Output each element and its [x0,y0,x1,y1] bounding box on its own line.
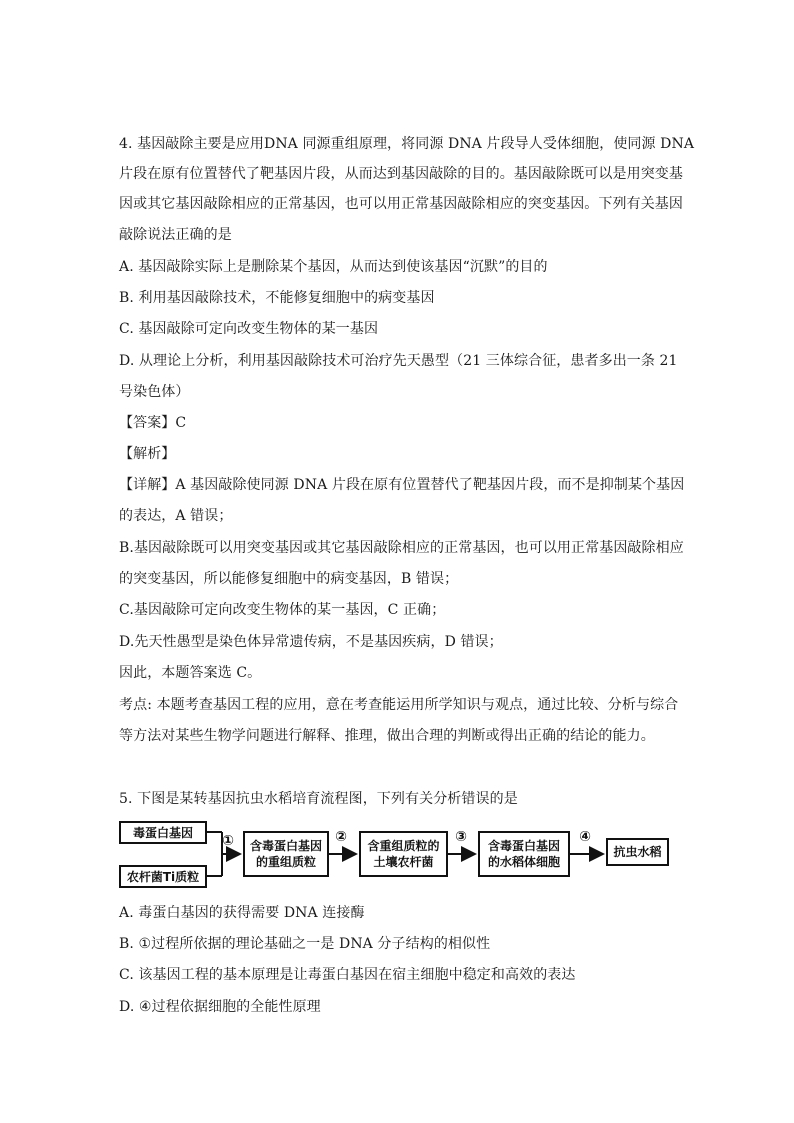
gene-input-label: 毒蛋白基因 [132,825,193,840]
recombinant-plasmid-box [243,831,329,877]
q4-detail-line-8: 考点: 本题考查基因工程的应用，意在考查能运用所学知识与观点，通过比较、分析与综合 [119,697,679,713]
q5-option-c: C. 该基因工程的基本原理是让毒蛋白基因在宿主细胞中稳定和高效的表达 [119,967,576,983]
q4-stem-line-3: 因或其它基因敲除相应的正常基因，也可以用正常基因敲除相应的突变基因。下列有关基因 [119,196,683,212]
q4-detail-line-9: 等方法对某些生物学问题进行解释、推理，做出合理的判断或得出正确的结论的能力。 [119,728,655,744]
step4-label: ④ [579,829,591,845]
step2-label: ② [335,829,347,845]
q5-option-d: D. ④过程依据细胞的全能性原理 [119,999,321,1015]
q4-stem-line-1: 4. 基因敲除主要是应用DNA 同源重组原理，将同源 DNA 片段导人受体细胞，使同源 DNA [119,136,695,152]
box3-line-1: 含毒蛋白基因 [487,839,560,853]
q4-option-d-cont: 号染色体） [119,384,190,400]
q4-detail-line-6: D.先天性愚型是染色体异常遗传病，不是基因疾病，D 错误； [119,634,503,650]
box1-line-2: 的重组质粒 [255,855,316,869]
q4-detail-line-2: 的表达，A 错误； [119,508,233,524]
q4-option-d: D. 从理论上分析，利用基因敲除技术可治疗先天愚型（21 三体综合征，患者多出一条 21 [119,353,678,369]
q4-option-c: C. 基因敲除可定向改变生物体的某一基因 [119,321,379,337]
q4-answer: 【答案】C [119,415,187,431]
q4-detail-line-1: 【详解】A 基因敲除使同源 DNA 片段在原有位置替代了靶基因片段，而不是抑制某个基因 [119,477,685,493]
q5-option-b: B. ①过程所依据的理论基础之一是 DNA 分子结构的相似性 [119,936,491,952]
gene-input-box [119,821,207,844]
insect-resistant-rice-box [606,838,669,866]
agrobacterium-box [359,831,448,877]
q4-stem-line-2: 片段在原有位置替代了靶基因片段，从而达到基因敲除的目的。基因敲除既可以是用突变基 [119,166,683,182]
q4-option-a: A. 基因敲除实际上是删除某个基因，从而达到使该基因“沉默”的目的 [119,259,548,275]
box2-line-2: 土壤农杆菌 [373,855,434,869]
step3-label: ③ [455,829,467,845]
q4-option-b: B. 利用基因敲除技术，不能修复细胞中的病变基因 [119,290,435,306]
q5-option-a: A. 毒蛋白基因的获得需要 DNA 连接酶 [119,905,365,921]
q4-analysis-title: 【解析】 [119,446,176,462]
q4-stem-line-4: 敲除说法正确的是 [119,227,232,243]
plasmid-input-box [119,865,207,888]
box4-label: 抗虫水稻 [613,845,662,859]
q4-detail-line-4: 的突变基因，所以能修复细胞中的病变基因，B 错误； [119,571,459,587]
q4-detail-line-5: C.基因敲除可定向改变生物体的某一基因，C 正确； [119,602,446,618]
box1-line-1: 含毒蛋白基因 [249,839,322,853]
rice-cell-box [478,831,570,877]
q4-detail-line-7: 因此，本题答案选 C。 [119,665,262,681]
box2-line-1: 含重组质粒的 [367,839,440,853]
box3-line-2: 的水稻体细胞 [487,855,560,869]
step1-label: ① [222,833,234,849]
plasmid-input-label: 农杆菌Ti质粒 [126,869,200,884]
q4-detail-line-3: B.基因敲除既可以用突变基因或其它基因敲除相应的正常基因，也可以用正常基因敲除相应 [119,540,684,556]
q5-stem: 5. 下图是某转基因抗虫水稻培育流程图，下列有关分析错误的是 [119,791,518,807]
